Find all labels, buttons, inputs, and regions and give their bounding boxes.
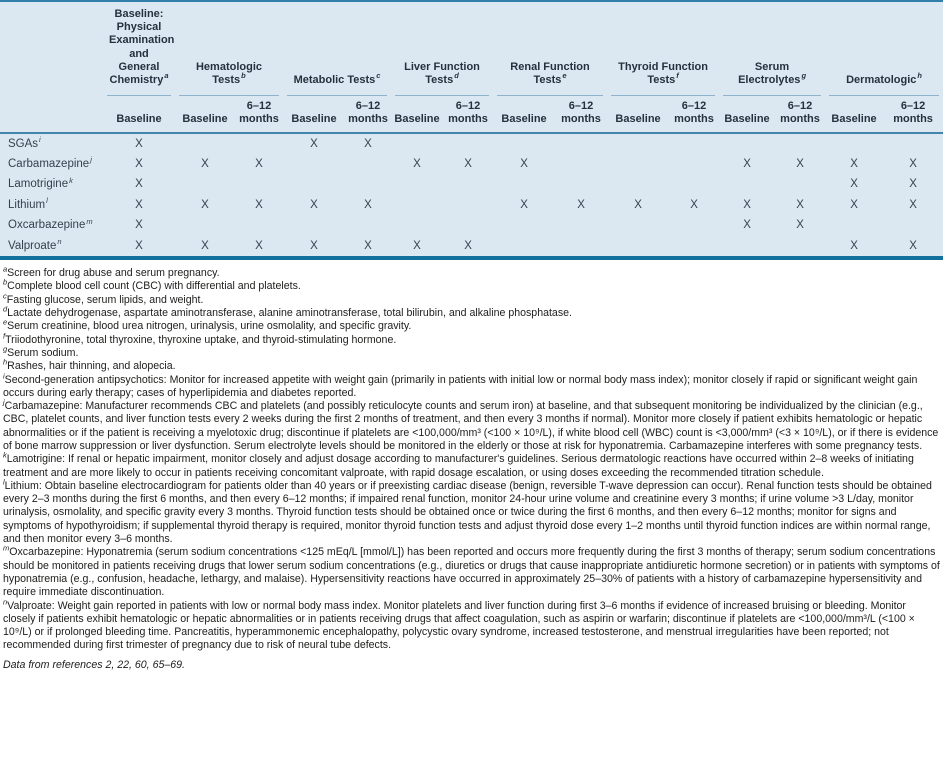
x-mark-cell: X	[135, 219, 143, 232]
footnote-text: Triiodothyronine, total thyroxine, thyroxine uptake, and thyroid-stimulating hormone.	[5, 333, 397, 346]
table-body	[0, 133, 943, 256]
x-mark-cell: X	[796, 198, 804, 211]
footnote-marker: h	[917, 71, 922, 81]
footnote-text: Valproate: Weight gain reported in patients with low or normal body mass index. Monitor platelets and liver function during first 3–6 months if evidence of increased bruising or bleeding. Monitor closely if patients exhibit hematologic or hepatic abnormalities or in patients receiving drugs that affect coagulation, such as aspirin or warfarin; discontinue if platelets are <100,000/mm³/L (<100 × 10⁹/L) or if prolonged bleeding time. Pancreatitis, hyperammonemic encephalopathy, polycystic ovary syndrome, increased testosterone, and menstrual irregularities have been reported; not recommended during first trimester of pregnancy due to risk of neural tube defects.	[3, 599, 915, 652]
x-mark-cell: X	[850, 239, 858, 252]
table-row	[0, 174, 943, 195]
footnote	[3, 543, 940, 599]
empty-cell	[493, 174, 555, 195]
empty-cell	[555, 236, 607, 257]
col-header: Baseline	[391, 96, 443, 133]
footnote-marker: m	[3, 543, 10, 553]
empty-cell	[235, 174, 283, 195]
x-mark-cell: X	[255, 239, 263, 252]
group-title: Hematologic Tests	[195, 60, 262, 86]
footnote	[3, 264, 940, 280]
footnote	[3, 291, 940, 307]
x-mark-cell: X	[201, 239, 209, 252]
footnote	[3, 357, 940, 373]
table-header	[0, 2, 943, 133]
x-mark-cell: X	[850, 157, 858, 170]
footnotes	[0, 260, 943, 653]
x-mark-cell: X	[413, 239, 421, 252]
x-mark-cell: X	[743, 198, 751, 211]
x-mark-cell: X	[135, 198, 143, 211]
footnote-marker: i	[3, 370, 5, 380]
drug-name: Lithium$^l$	[8, 196, 48, 211]
empty-cell	[175, 215, 235, 236]
group-header-physical-exam	[103, 2, 175, 96]
x-mark-cell: X	[135, 178, 143, 191]
x-mark-cell: X	[464, 157, 472, 170]
empty-cell	[669, 133, 719, 154]
x-mark-cell: X	[850, 178, 858, 191]
empty-cell	[175, 174, 235, 195]
empty-cell	[669, 154, 719, 175]
footnote	[3, 317, 940, 333]
empty-cell	[555, 133, 607, 154]
x-mark-cell: X	[909, 178, 917, 191]
footnote-marker: d	[3, 304, 8, 314]
footnote	[3, 597, 940, 653]
empty-cell	[493, 215, 555, 236]
footnote-marker: l	[3, 477, 5, 487]
x-mark-cell: X	[364, 137, 372, 150]
source-note: Data from references 2, 22, 60, 65–69.	[3, 658, 185, 671]
col-header: 6–12 months	[775, 96, 825, 133]
col-header: Baseline	[719, 96, 775, 133]
col-header: 6–12 months	[555, 96, 607, 133]
empty-cell	[825, 215, 883, 236]
empty-cell	[391, 174, 443, 195]
group-header-liver	[391, 2, 493, 96]
x-mark-cell: X	[520, 198, 528, 211]
col-header: 6–12 months	[345, 96, 391, 133]
empty-cell	[391, 195, 443, 216]
empty-cell	[493, 236, 555, 257]
group-header-dermatologic	[825, 2, 943, 96]
footnote-marker: j	[90, 155, 92, 165]
footnote-marker: e	[562, 71, 567, 81]
x-mark-cell: X	[201, 157, 209, 170]
footnote-text: Screen for drug abuse and serum pregnancy.	[7, 267, 220, 280]
x-mark-cell: X	[909, 239, 917, 252]
footnote-marker: c	[3, 291, 7, 301]
empty-cell	[555, 154, 607, 175]
footnote-text: Lamotrigine: If renal or hepatic impairment, monitor closely and adjust dosage according to manufacturer's guidelines. Serious dermatologic reactions have occurred within 2–8 weeks of initiating treatment and are more likely to occur in patients receiving concomitant valproate, with rapid dosage escalation, or using doses exceeding the recommended titration schedule.	[3, 453, 914, 479]
group-header-renal	[493, 2, 607, 96]
x-mark-cell: X	[135, 239, 143, 252]
col-header: Baseline	[175, 96, 235, 133]
footnote-marker: k	[3, 450, 7, 460]
footnote-marker: g	[801, 71, 807, 81]
footnote-marker: i	[39, 135, 41, 145]
footnote-text: Serum creatinine, blood urea nitrogen, urinalysis, urine osmolality, and specific gravity.	[7, 320, 412, 333]
empty-cell	[345, 174, 391, 195]
footnote-marker: a	[164, 71, 169, 81]
group-title: Renal Function Tests	[510, 60, 590, 86]
group-title: Metabolic Tests	[293, 73, 376, 86]
footnote	[3, 450, 940, 480]
x-mark-cell: X	[255, 198, 263, 211]
drug-name: Valproate$^n$	[8, 237, 62, 252]
x-mark-cell: X	[135, 137, 143, 150]
footnote-marker: c	[376, 71, 381, 81]
group-header-electrolytes	[719, 2, 825, 96]
group-header-row	[0, 2, 943, 96]
x-mark-cell: X	[909, 157, 917, 170]
x-mark-cell: X	[201, 198, 209, 211]
group-title: Serum Electrolytes	[738, 60, 801, 86]
footnote-text: Carbamazepine: Manufacturer recommends CBC and platelets (and possibly reticulocyte counts and serum iron) at baseline, and that subsequent monitoring be individualized by the clinician (e.g., CBC, platelet counts, and liver function tests every 2 weeks during the first 2 months of treatment, and then every 3 months if normal). Monitor more closely if patient exhibits hematologic or hepatic abnormalities or if the patient is receiving a myelotoxic drug; discontinue if platelets are <100,000/mm³ (<100 × 10⁹/L), if white blood cell (WBC) count is <3,000/mm³ (<3 × 10⁹/L), or if there is evidence of bone marrow suppression or liver dysfunction. Serum electrolyte levels should be monitored in the elderly or those at risk for hyponatremia. Carbamazepine interferes with some pregnancy tests.	[3, 400, 939, 452]
empty-cell	[669, 236, 719, 257]
col-header: 6–12 months	[235, 96, 283, 133]
x-mark-cell: X	[310, 198, 318, 211]
footnote-marker: f	[676, 71, 679, 81]
footnote-marker: b	[241, 71, 246, 81]
empty-cell	[235, 133, 283, 154]
footnote-text: Fasting glucose, serum lipids, and weight.	[6, 293, 204, 306]
x-mark-cell: X	[364, 198, 372, 211]
empty-cell	[607, 215, 669, 236]
empty-cell	[443, 195, 493, 216]
x-mark-cell: X	[135, 157, 143, 170]
footnote-marker: f	[3, 331, 6, 341]
col-header: Baseline	[103, 96, 175, 133]
empty-cell	[669, 215, 719, 236]
footnote-marker: d	[454, 71, 459, 81]
footnote-text: Complete blood cell count (CBC) with differential and platelets.	[7, 280, 301, 293]
footnote-marker: h	[3, 357, 8, 367]
empty-cell	[669, 174, 719, 195]
table-row	[0, 154, 943, 175]
footnote-marker: m	[86, 216, 93, 226]
footnote-marker: l	[46, 196, 48, 206]
empty-cell	[607, 236, 669, 257]
footnote	[3, 331, 940, 347]
footnote-marker: k	[69, 175, 73, 185]
empty-cell	[443, 174, 493, 195]
footnote-text: Oxcarbazepine: Hyponatremia (serum sodium concentrations <125 mEq/L [mmol/L]) has been reported and occurs more frequently during the first 3 months of therapy; serum sodium concentrations should be monitored in patients receiving drugs that lower serum sodium concentrations (e.g., diuretics or drugs that cause inappropriate antidiuretic hormone secretion) or in patients with symptoms of hyponatremia (e.g., confusion, headache, lethargy, and malaise). Hypersensitivity reactions have occurred in approximately 25–30% of patients with a history of carbamazepine hypersensitivity and require immediate discontinuation.	[3, 546, 940, 599]
empty-cell	[775, 133, 825, 154]
footnote-text: Second-generation antipsychotics: Monitor for increased appetite with weight gain (primarily in patients with initial low or normal body mass index); monitor closely if rapid or significant weight gain occurs during early therapy; cases of hyperlipidemia and diabetes reported.	[3, 373, 918, 399]
empty-cell	[825, 133, 883, 154]
empty-cell	[719, 174, 775, 195]
x-mark-cell: X	[743, 219, 751, 232]
group-title: Dermatologic	[846, 73, 917, 86]
x-mark-cell: X	[743, 157, 751, 170]
footnote-text: Lithium: Obtain baseline electrocardiogram for patients older than 40 years or if preexisting cardiac disease (benign, reversible T-wave depression can occur). Renal function tests should be obtained every 2–3 months during the first 6 months, and then every 6–12 months; if impaired renal function, monitor 24-hour urine volume and creatinine every 3 months; if urine volume >3 L/day, monitor urinalysis, osmolality, and specific gravity every 3 months. Thyroid function tests should be obtained once or twice during the first 6 months, and then every 6–12 months; monitor for signs and symptoms of hypothyroidism; if supplemental thyroid therapy is required, monitor thyroid function tests and adjust thyroid dose every 1–2 months until thyroid function indices are within normal range, and then monitor every 3–6 months.	[3, 479, 932, 546]
footnote	[3, 304, 940, 320]
drug-column-header	[0, 2, 103, 133]
drug-name: Oxcarbazepine$^m$	[8, 216, 93, 232]
table-row	[0, 133, 943, 154]
x-mark-cell: X	[413, 157, 421, 170]
empty-cell	[345, 154, 391, 175]
empty-cell	[719, 133, 775, 154]
x-mark-cell: X	[577, 198, 585, 211]
x-mark-cell: X	[520, 157, 528, 170]
x-mark-cell: X	[909, 198, 917, 211]
empty-cell	[883, 215, 943, 236]
x-mark-cell: X	[310, 239, 318, 252]
footnote	[3, 397, 940, 453]
empty-cell	[493, 133, 555, 154]
drug-name: Carbamazepine$^j$	[8, 155, 92, 170]
empty-cell	[391, 133, 443, 154]
col-header: Baseline	[607, 96, 669, 133]
group-title: Thyroid Function Tests	[618, 60, 708, 86]
col-header: Baseline	[825, 96, 883, 133]
group-header-thyroid	[607, 2, 719, 96]
table-row	[0, 236, 943, 257]
x-mark-cell: X	[850, 198, 858, 211]
group-title: Baseline: Physical Examination and General Chemistry	[109, 8, 175, 86]
col-header: 6–12 months	[669, 96, 719, 133]
empty-cell	[883, 133, 943, 154]
empty-cell	[391, 215, 443, 236]
sub-header-row	[0, 96, 943, 133]
empty-cell	[775, 174, 825, 195]
empty-cell	[607, 154, 669, 175]
empty-cell	[555, 174, 607, 195]
drug-name: SGAs$^i$	[8, 135, 41, 150]
footnote-text: Lactate dehydrogenase, aspartate aminotransferase, alanine aminotransferase, total bilirubin, and alkaline phosphatase.	[7, 307, 572, 320]
footnote	[3, 277, 940, 293]
table-row	[0, 195, 943, 216]
footnote-marker: n	[3, 597, 8, 607]
empty-cell	[283, 215, 345, 236]
empty-cell	[235, 215, 283, 236]
x-mark-cell: X	[690, 198, 698, 211]
col-header: Baseline	[283, 96, 345, 133]
empty-cell	[443, 133, 493, 154]
col-header: Baseline	[493, 96, 555, 133]
empty-cell	[555, 215, 607, 236]
footnote-marker: n	[57, 237, 62, 247]
empty-cell	[283, 174, 345, 195]
footnote	[3, 344, 940, 360]
table-row	[0, 215, 943, 236]
x-mark-cell: X	[255, 157, 263, 170]
footnote-text: Serum sodium.	[7, 346, 79, 359]
x-mark-cell: X	[364, 239, 372, 252]
x-mark-cell: X	[796, 157, 804, 170]
drug-name: Lamotrigine$^k$	[8, 175, 73, 191]
group-header-hematologic	[175, 2, 283, 96]
empty-cell	[345, 215, 391, 236]
empty-cell	[607, 174, 669, 195]
footnote-marker: a	[3, 264, 8, 274]
x-mark-cell: X	[634, 198, 642, 211]
monitoring-table-wrap	[0, 0, 943, 260]
x-mark-cell: X	[464, 239, 472, 252]
group-header-metabolic	[283, 2, 391, 96]
x-mark-cell: X	[796, 219, 804, 232]
x-mark-cell: X	[310, 137, 318, 150]
empty-cell	[175, 133, 235, 154]
empty-cell	[607, 133, 669, 154]
empty-cell	[283, 154, 345, 175]
footnote-marker: b	[3, 277, 8, 287]
col-header: 6–12 months	[443, 96, 493, 133]
empty-cell	[443, 215, 493, 236]
footnote	[3, 477, 940, 546]
footnote-marker: e	[3, 317, 8, 327]
footnote-text: Rashes, hair thinning, and alopecia.	[7, 360, 176, 373]
group-title: Liver Function Tests	[404, 60, 480, 86]
empty-cell	[719, 236, 775, 257]
monitoring-table	[0, 2, 943, 256]
footnote-marker: g	[3, 344, 8, 354]
empty-cell	[775, 236, 825, 257]
footnote	[3, 370, 940, 401]
col-header: 6–12 months	[883, 96, 943, 133]
footnote-marker: j	[3, 397, 5, 407]
